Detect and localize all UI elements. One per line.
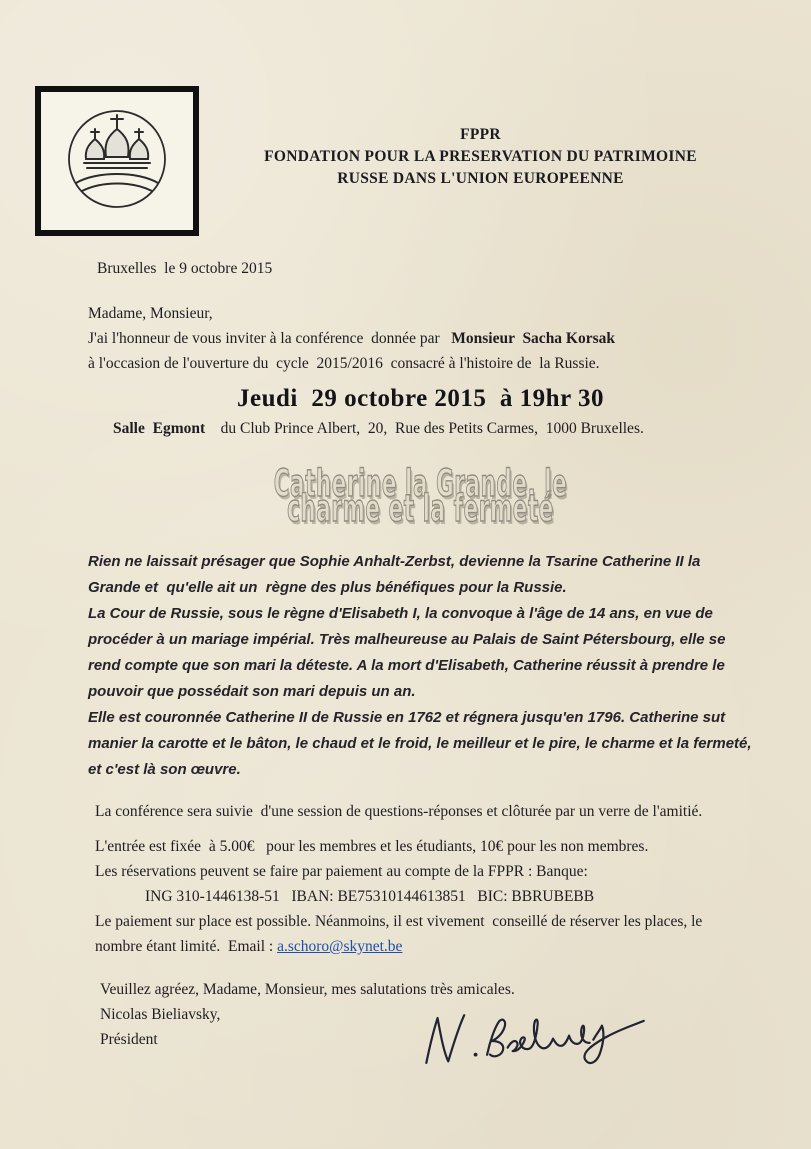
email-link[interactable]: a.schoro@skynet.be	[277, 938, 403, 955]
biography-paragraphs	[88, 549, 756, 783]
signature-handwriting	[412, 988, 658, 1096]
invitation-line	[88, 326, 753, 351]
invitation-line2: à l'occasion de l'ouverture du cycle 2015/2016 consacré à l'histoire de la Russie.	[88, 355, 600, 372]
event-datetime: Jeudi 29 octobre 2015 à 19hr 30	[237, 385, 604, 412]
bank-details: ING 310-1446138-51 IBAN: BE75310144613851 BIC: BBRUBEBB	[145, 888, 595, 905]
venue-address: du Club Prince Albert, 20, Rue des Petits Carmes, 1000 Bruxelles.	[205, 420, 644, 437]
venue-line	[113, 416, 753, 441]
org-name-line1: FONDATION POUR LA PRESERVATION DU PATRIMOINE	[264, 148, 697, 165]
invitation-text: J'ai l'honneur de vous inviter à la conférence donnée par	[88, 330, 452, 347]
org-header	[185, 124, 776, 190]
speaker-name: Monsieur Sacha Korsak	[451, 330, 616, 347]
bio-paragraph: Elle est couronnée Catherine II de Russie en 1762 et régnera jusqu'en 1796. Catherine sut manier la carotte et le bâton, le chaud et le froid, le meilleur et le pire, le charme et la fermeté, et c'est là son œuvre.	[88, 709, 756, 778]
bio-paragraph: Rien ne laissait présager que Sophie Anhalt-Zerbst, devienne la Tsarine Catherine II la Grande et qu'elle ait un règne des plus bénéfiques pour la Russie.	[88, 553, 705, 596]
letter-body	[88, 256, 756, 1052]
qa-session-note: La conférence sera suivie d'une session de questions-réponses et clôturée par un verre de l'amitié.	[95, 803, 703, 820]
org-abbreviation: FPPR	[460, 126, 501, 143]
closing-salutation: Veuillez agréez, Madame, Monsieur, mes salutations très amicales.	[100, 981, 515, 998]
org-name-line2: RUSSE DANS L'UNION EUROPEENNE	[337, 170, 624, 187]
venue-room: Salle Egmont	[113, 420, 206, 437]
salutation: Madame, Monsieur,	[88, 305, 213, 322]
conference-title-wrap	[88, 462, 753, 530]
fppr-logo	[35, 86, 199, 236]
bio-paragraph: La Cour de Russie, sous le règne d'Elisabeth I, la convoque à l'âge de 14 ans, en vue de procéder à un mariage impérial. Très malheureuse au Palais de Saint Pétersbourg, elle se rend compte que son mari la déteste. A la mort d'Elisabeth, Catherine réussit à prendre le pouvoir que possédait son mari depuis un an.	[88, 605, 730, 700]
reservation-line: Les réservations peuvent se faire par paiement au compte de la FPPR : Banque:	[95, 863, 588, 880]
conference-title: Catherine la Grande, le charme et la fermeté	[273, 462, 576, 530]
entry-price-line: L'entrée est fixée à 5.00€ pour les membres et les étudiants, 10€ pour les non membres.	[95, 838, 649, 855]
dateline: Bruxelles le 9 octobre 2015	[97, 260, 273, 277]
russian-church-domes-icon	[54, 105, 180, 217]
signer-title: Président	[100, 1031, 158, 1048]
payment-text: Le paiement sur place est possible. Néanmoins, il est vivement conseillé de réserver les places, le nombre étant limité. Email :	[95, 913, 707, 955]
payment-line	[95, 909, 753, 959]
signer-name: Nicolas Bieliavsky,	[100, 1006, 221, 1023]
